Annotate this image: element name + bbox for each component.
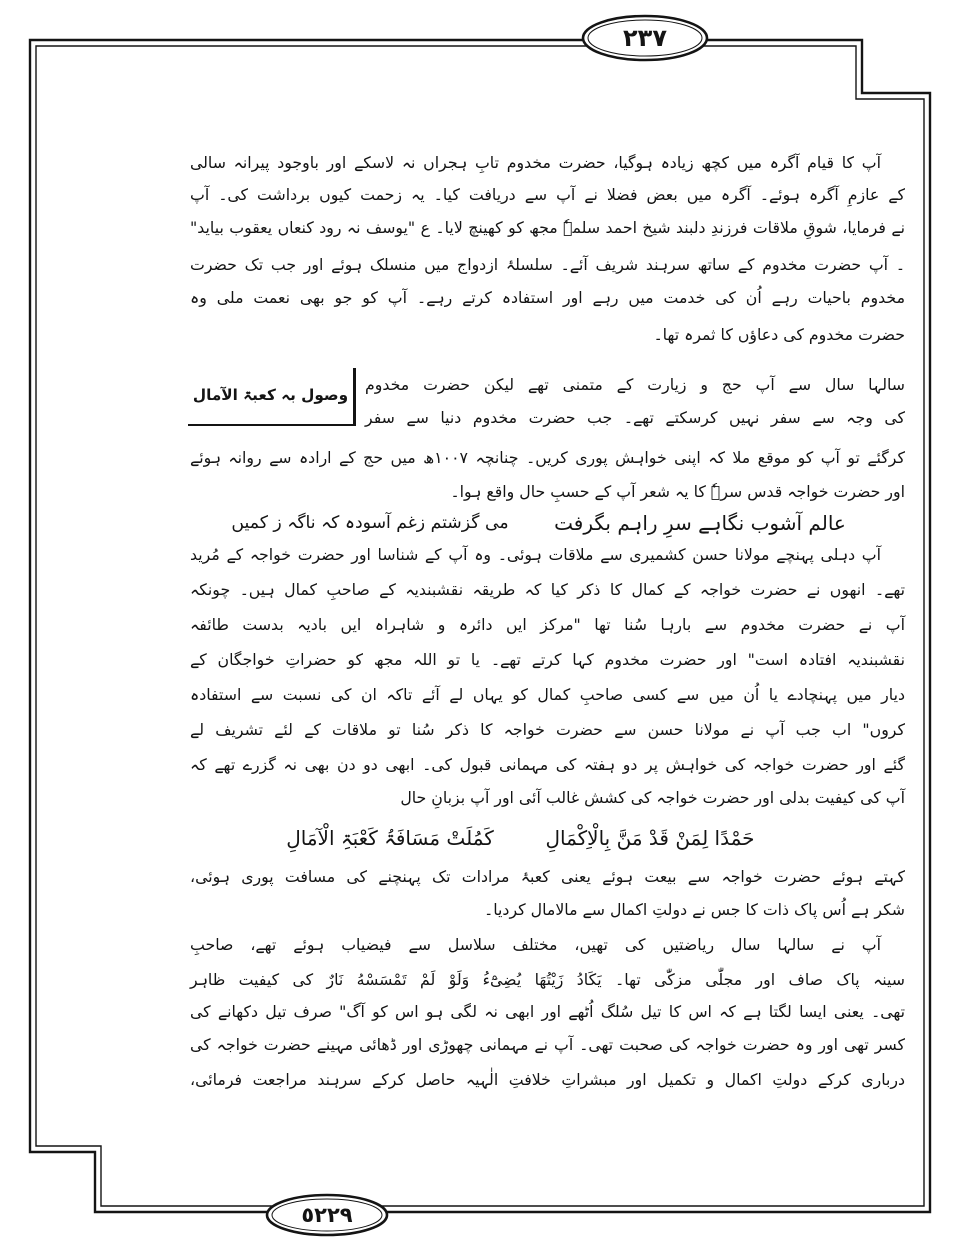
text-line: حضرت مخدوم کی دعاؤں کا ثمرہ تھا۔ <box>653 325 905 344</box>
text-line: کے عازمِ آگرہ ہوئے۔ آگرہ میں بعض فضلا نے آپ سے دریافت کیا۔ یہ زحمت کیوں برداشت کی۔ آپ <box>190 185 905 204</box>
text-line: گئے اور حضرت خواجہ کی خواہش پر دو ہفتہ کی مہمانی قبول کی۔ ابھی دو دن بھی نہ گزرے تھے کہ <box>190 755 905 774</box>
text-line: دیار میں پہنچادے یا اُن میں سے کسی صاحبِ کمال کو یہاں لے آئے تاکہ ان کی نسبت سے استفادہ <box>190 685 905 704</box>
text-line: کسر تھی اور وہ حضرت خواجہ کی صحبت تھی۔ آپ نے مہمانی چھوڑی اور ڈھائی مہینے حضرت خواجہ کی <box>190 1035 905 1054</box>
text-line: کروں" اب جب آپ نے مولانا حسن سے حضرت خواجہ کا ذکر سُنا تو ملاقات کے لئے تشریف لے <box>190 720 905 739</box>
text-line: سینہ پاک صاف اور مجلّٰی مزکّٰی تھا۔ یَکَادُ زَیْتُهَا یُضِیْٓءُ وَلَوْ لَمْ تَمْسَسْهُ نَارٌ کی کیفیت ظاہر <box>190 970 905 989</box>
text-line: درباری کرکے دولتِ اکمال و تکمیل اور مبشراتِ خلافتِ الٰہیہ حاصل کرکے سرہند مراجعت فرمائی، <box>190 1070 905 1089</box>
section-heading: وصول بہ کعبۃ الآمال <box>192 386 349 404</box>
text-line: کی وجہ سے سفر نہیں کرسکتے تھے۔ جب حضرت مخدوم دنیا سے سفر <box>365 408 905 427</box>
text-line: کہتے ہوئے حضرت خواجہ سے بیعت ہوئے یعنی کعبۂ مرادات تک پہنچنے کی مسافت پوری ہوئی، <box>190 867 905 886</box>
text-line: نے فرمایا، شوقِ ملاقات فرزندِ دلبند شیخ احمد سلمہٗ مجھ کو کھینچ لایا۔ ع "یوسف نہ رود کنعاں یعقوب بیاید" <box>190 218 905 237</box>
text-line: کرگئے تو آپ کو موقع ملا کہ اپنی خواہش پوری کریں۔ چنانچہ ١٠٠٧ھ میں حج کے ارادہ سے روانہ ہوئے <box>190 448 905 467</box>
text-line: تھے۔ انھوں نے حضرت خواجہ کے کمال کا ذکر کیا کہ طریقہ نقشبندیہ کے صاحبِ کمال ہیں۔ چونکہ <box>190 580 905 599</box>
page-number-bottom: ٥٢٢٩ <box>301 1203 353 1227</box>
text-line: اور حضرت خواجہ قدس سرہٗ کا یہ شعر آپ کے حسبِ حال واقع ہوا۔ <box>450 482 905 501</box>
text-line: سالہا سال سے آپ حج و زیارت کے متمنی تھے لیکن حضرت مخدوم <box>365 375 905 394</box>
verse-hemistich-left: کَمُلَتْ مَسَافَۃُ کَعْبَۃِ الْآمَالِ <box>286 826 494 850</box>
text-line: آپ نے سالہا سال ریاضتیں کی تھیں، مختلف سلاسل سے فیضیاب ہوئے تھے، صاحبِ <box>190 935 881 954</box>
text-line: آپ کی کیفیت بدلی اور حضرت خواجہ کی کشش غالب آئی اور آپ بزبانِ حال <box>400 788 905 807</box>
verse-hemistich-right: عالم آشوب نگاہے سرِ راہم بگرفت <box>554 511 846 535</box>
verse-hemistich-left: می گزشتم زغم آسودہ کہ ناگہ ز کمیں <box>231 513 509 533</box>
text-line: تھی۔ یعنی ایسا لگتا ہے کہ اس کا تیل سُلگ اُٹھے اور ابھی نہ لگی ہو اس کو آگ" صرف تیل دکھانے کی <box>190 1002 905 1021</box>
text-line: مخدوم باحیات رہے اُن کی خدمت میں رہے اور استفادہ کرتے رہے۔ آپ کو جو بھی نعمت ملی وہ <box>190 288 905 307</box>
text-line: آپ نے حضرت مخدوم سے بارہا سُنا تھا "مرکز ایں دائرہ و شاہراہ ایں بادیہ بدست طائفہ <box>190 615 905 634</box>
page-number-top: ٢٣٧ <box>623 24 667 52</box>
text-line: آپ دہلی پہنچے مولانا حسن کشمیری سے ملاقات ہوئی۔ وہ آپ کے شناسا اور حضرت خواجہ کے مُرید <box>190 545 881 564</box>
verse-hemistich-right: حَمْدًا لِمَنْ قَدْ مَنَّ بِالْاِکْمَالِ <box>545 826 755 850</box>
text-line: نقشبندیہ افتادہ است" اور حضرت مخدوم کہا کرتے تھے۔ یا تو اللہ مجھ کو حضراتِ خواجگان کے <box>190 650 905 669</box>
text-line: آپ کا قیام آگرہ میں کچھ زیادہ ہوگیا، حضرت مخدوم تابِ ہجراں نہ لاسکے اور باوجود پیرانہ سالی <box>190 153 881 172</box>
text-line: ۔ آپ حضرت مخدوم کے ساتھ سرہند شریف آئے۔ سلسلۂ ازدواج میں منسلک ہوئے اور جب تک حضرت <box>190 255 905 274</box>
section-heading-box <box>188 368 356 426</box>
text-line: شکر ہے اُس پاک ذات کا جس نے دولتِ اکمال سے مالامال کردیا۔ <box>484 900 905 919</box>
